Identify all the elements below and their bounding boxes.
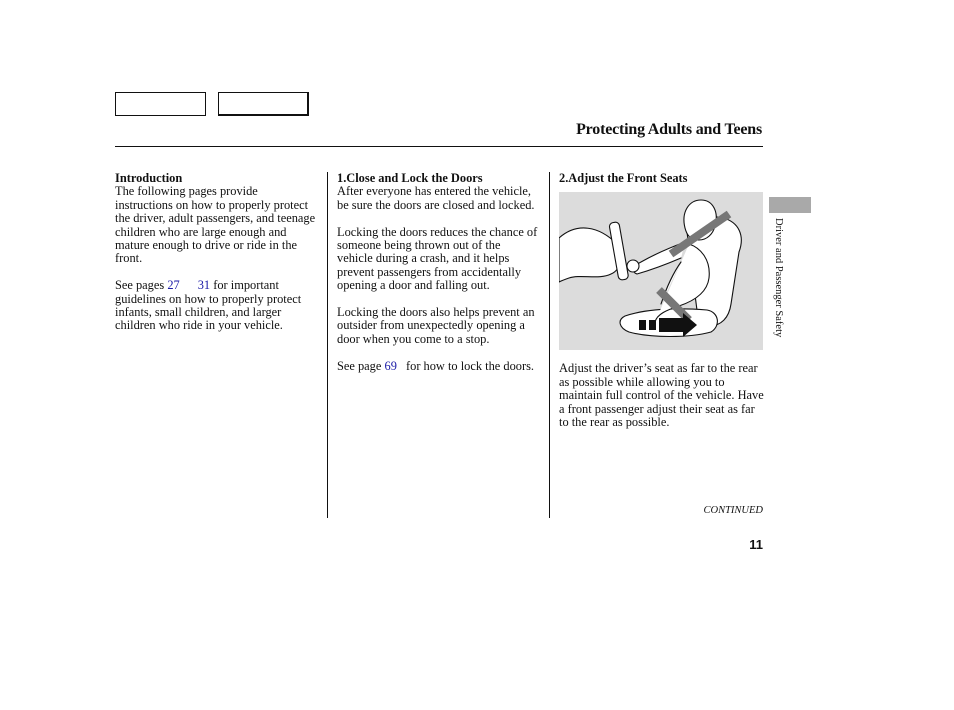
see-page-suffix: for how to lock the doors.: [406, 358, 535, 373]
column-divider: [327, 172, 328, 518]
continued-label: CONTINUED: [703, 505, 763, 516]
doors-paragraph-2: Locking the doors reduces the chance of someone being thrown out of the vehicle during a crash, and it helps prevent passengers from accidentally opening a door and falling out.: [337, 224, 538, 293]
doors-heading: 1.Close and Lock the Doors: [337, 171, 483, 185]
see-pages-suffix: for important guidelines on how to properly protect infants, small children, and larger children who ride in your vehicle.: [115, 278, 302, 333]
seat-adjustment-illustration: [559, 192, 763, 350]
page-link-69[interactable]: 69: [384, 358, 397, 373]
doors-paragraph-1: After everyone has entered the vehicle, be sure the doors are closed and locked.: [337, 184, 535, 212]
seats-heading: 2.Adjust the Front Seats: [559, 171, 688, 185]
nav-button-previous[interactable]: [115, 92, 206, 116]
section-label: Driver and Passenger Safety: [773, 218, 784, 338]
page-number: 11: [749, 537, 763, 552]
page-title: Protecting Adults and Teens: [576, 121, 762, 138]
page-link-31[interactable]: 31: [197, 278, 211, 293]
doors-paragraph-3: Locking the doors also helps prevent an outsider from unexpectedly opening a door when you come to a stop.: [337, 305, 535, 346]
seats-paragraph: Adjust the driver’s seat as far to the rear as possible while allowing you to maintain full control of the vehicle. Have a front passenger adjust their seat as far to the rear as possible.: [559, 361, 764, 430]
seats-column: [559, 172, 765, 443]
nav-button-next[interactable]: [218, 92, 309, 116]
intro-see-pages: [115, 279, 317, 333]
intro-heading: Introduction: [115, 171, 183, 185]
page-link-27[interactable]: 27: [167, 278, 180, 293]
see-pages-prefix: See pages: [115, 278, 165, 293]
column-divider: [549, 172, 550, 518]
title-divider: [115, 146, 763, 147]
section-tab[interactable]: [769, 197, 811, 213]
doors-see-page: [337, 360, 539, 373]
intro-paragraph: The following pages provide instructions on how to properly protect the driver, adult passengers, and teenage children who are large enough and mature enough to drive or ride in the front.: [115, 184, 316, 266]
intro-column: [115, 172, 317, 346]
doors-column: [337, 172, 539, 386]
see-page-prefix: See page: [337, 358, 382, 373]
